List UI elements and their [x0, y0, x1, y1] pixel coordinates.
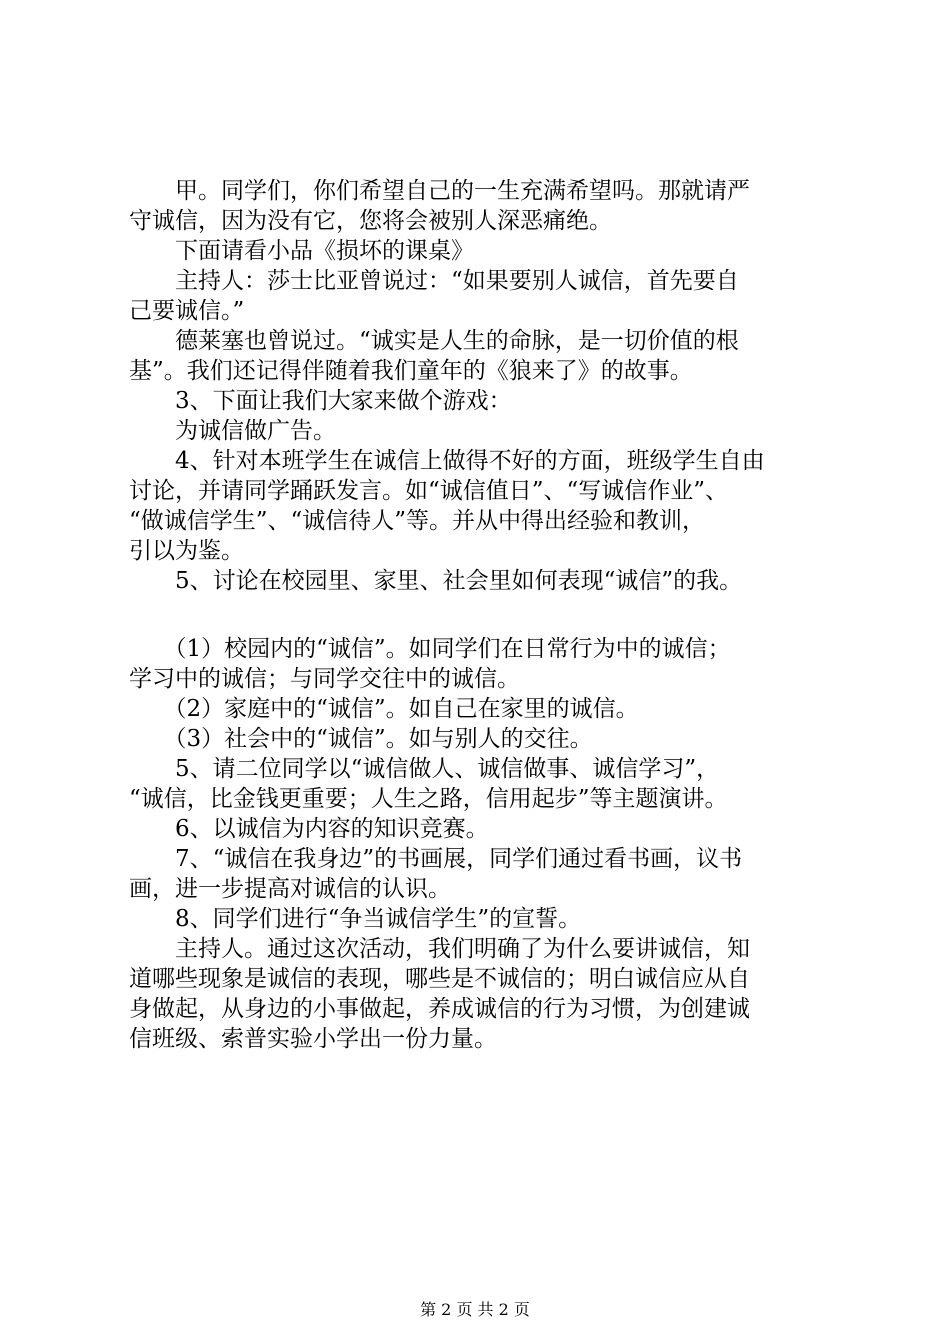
paragraph-line: 为诚信做广告。: [129, 418, 336, 444]
paragraph-line: 5、请二位同学以“诚信做人、诚信做事、诚信学习”，: [129, 756, 720, 782]
page-number-label: 第 2 页 共 2 页: [420, 1300, 530, 1319]
paragraph-line: 基”。我们还记得伴随着我们童年的《狼来了》的故事。: [129, 358, 693, 384]
paragraph-line: 道哪些现象是诚信的表现，哪些是不诚信的；明白诚信应从自: [129, 966, 750, 992]
paragraph-line: （1）校园内的“诚信”。如同学们在日常行为中的诚信；: [129, 636, 731, 662]
paragraph-line: “诚信，比金钱更重要；人生之路，信用起步”等主题演讲。: [129, 786, 728, 812]
paragraph-line: 5、讨论在校园里、家里、社会里如何表现“诚信”的我。: [129, 568, 743, 594]
paragraph-line: （2）家庭中的“诚信”。如自己在家里的诚信。: [129, 696, 639, 722]
paragraph-line: 下面请看小品《损坏的课桌》: [129, 238, 474, 264]
paragraph-line: （3）社会中的“诚信”。如与别人的交往。: [129, 726, 593, 752]
paragraph-line: 3、下面让我们大家来做个游戏：: [129, 388, 512, 414]
paragraph-line: 主持人：莎士比亚曾说过：“如果要别人诚信，首先要自: [129, 268, 739, 294]
document-body: [129, 176, 829, 1054]
paragraph-line: 守诚信，因为没有它，您将会被别人深恶痛绝。: [129, 208, 612, 234]
paragraph-line: 身做起，从身边的小事做起，养成诚信的行为习惯，为创建诚: [129, 996, 750, 1022]
paragraph-line: 7、“诚信在我身边”的书画展，同学们通过看书画，议书: [129, 846, 743, 872]
paragraph-line: “做诚信学生”、“诚信待人”等。并从中得出经验和教训，: [129, 508, 706, 534]
paragraph-gap: [129, 596, 829, 634]
paragraph-line: 8、同学们进行“争当诚信学生”的宣誓。: [129, 906, 582, 932]
paragraph-line: 引以为鉴。: [129, 538, 244, 564]
paragraph-line: 画，进一步提高对诚信的认识。: [129, 876, 451, 902]
paragraph-line: 学习中的诚信；与同学交往中的诚信。: [129, 666, 520, 692]
paragraph-line: 甲。同学们，你们希望自己的一生充满希望吗。那就请严: [129, 178, 750, 204]
page-footer: [0, 1300, 950, 1320]
paragraph-line: 德莱塞也曾说过。“诚实是人生的命脉，是一切价值的根: [129, 328, 739, 354]
paragraph-line: 信班级、索普实验小学出一份力量。: [129, 1026, 497, 1052]
paragraph-line: 己要诚信。”: [129, 298, 245, 324]
paragraph-line: 主持人。通过这次活动，我们明确了为什么要讲诚信，知: [129, 936, 750, 962]
paragraph-line: 6、以诚信为内容的知识竞赛。: [129, 816, 489, 842]
paragraph-line: 4、针对本班学生在诚信上做得不好的方面，班级学生自由: [129, 448, 765, 474]
paragraph-line: 讨论，并请同学踊跃发言。如“诚信值日”、“写诚信作业”、: [129, 478, 729, 504]
